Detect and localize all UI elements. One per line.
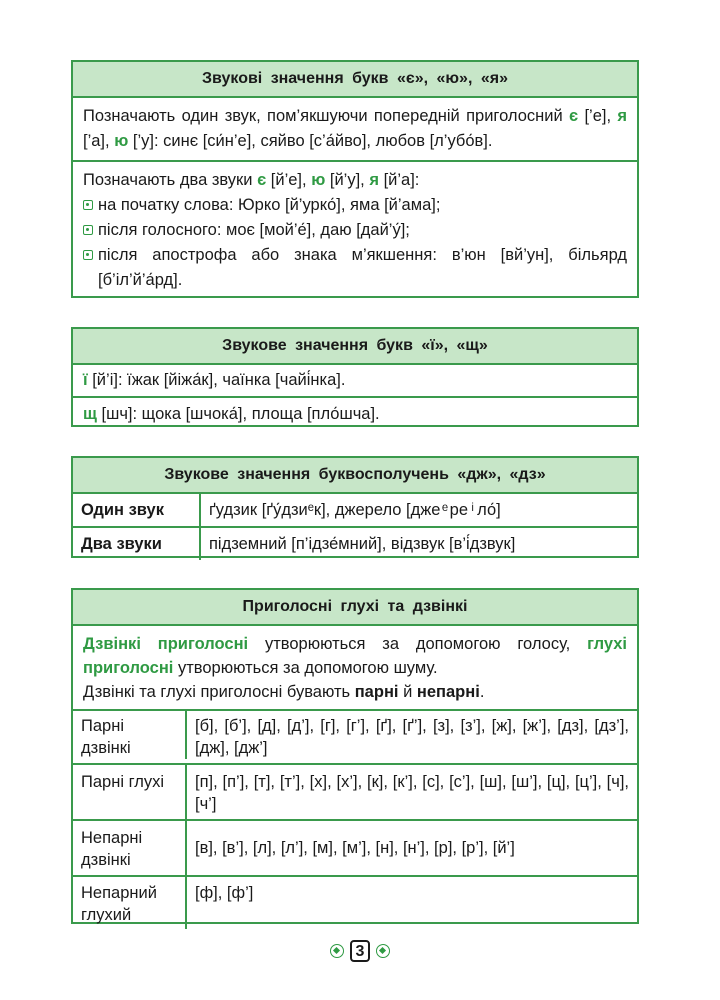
bullet-icon xyxy=(83,225,93,235)
yi-row: ї [й’і]: їжак [йіжа́к], чаїнка [чайі́нка]. xyxy=(83,371,346,389)
shch-row: щ [шч]: щока [шчока́], площа [пло́шча]. xyxy=(73,396,637,431)
bullet-icon xyxy=(83,200,93,210)
section-yi-shch-box xyxy=(71,327,639,427)
table-row-value: [ф], [ф’] xyxy=(187,875,637,929)
one-sound-rule: Позначають один звук, пом’якшуючи попередній приголосний є [’е], я [’а], ю [’у]: синє [си́н’е], сяйво [с’а́йво], любов [л’убо́в]. xyxy=(83,107,627,150)
table-row-label: Непарні дзвінкі xyxy=(73,819,187,875)
list-item: після голосного: моє [мой’е́], даю [дай’у́]; xyxy=(83,218,627,243)
section-consonants-box xyxy=(71,588,639,924)
consonants-intro: Дзвінкі приголосні утворюються за допомогою голосу, глухі приголосні утворюються за допомогою шуму. Дзвінкі та глухі приголосні бувають парні й непарні. xyxy=(83,635,627,701)
table-row-label: Непарний глухий xyxy=(73,875,187,929)
table-row-label: Парні глухі xyxy=(73,763,187,819)
table-row-label: Парні дзвінкі xyxy=(73,711,187,759)
ornament-icon xyxy=(330,944,344,958)
table-row-label: Два звуки xyxy=(73,526,201,560)
section-title: Звукове значення букв «ї», «щ» xyxy=(73,329,637,365)
bullet-icon xyxy=(83,250,93,260)
table-row-value: [б], [б’], [д], [д’], [г], [г’], [ґ], [ґ’], [з], [з’], [ж], [ж’], [дз], [дз’], [дж], [дж’] xyxy=(195,717,629,757)
section-digraphs-box xyxy=(71,456,639,558)
list-item: на початку слова: Юрко [й’урко́], яма [й’ама]; xyxy=(83,193,627,218)
section-title: Приголосні глухі та дзвінкі xyxy=(73,590,637,626)
digraph-table xyxy=(73,494,637,560)
section-title: Звукове значення буквосполучень «дж», «дз» xyxy=(73,458,637,494)
table-row-value: [п], [п’], [т], [т’], [х], [х’], [к], [к’], [с], [с’], [ш], [ш’], [ц], [ц’], [ч], [ч’] xyxy=(187,763,637,819)
section-vowel-letters-box xyxy=(71,60,639,298)
table-row-value: [в], [в’], [л], [л’], [м], [м’], [н], [н’], [р], [р’], [й’] xyxy=(187,819,637,875)
table-row-label: Один звук xyxy=(73,494,201,526)
ornament-icon xyxy=(376,944,390,958)
section-title: Звукові значення букв «є», «ю», «я» xyxy=(73,62,637,98)
page-number: 3 xyxy=(350,940,370,962)
list-item: після апострофа або знака м’якшення: в’юн [вй’ун], більярд [б’іл’й’а́рд]. xyxy=(83,243,627,293)
table-row-value: підземний [п’ідзе́мний], відзвук [в’і́дзвук] xyxy=(201,526,637,560)
consonants-table xyxy=(73,709,637,929)
page-footer xyxy=(0,940,720,962)
table-row-value: ґудзик [ґу́дзиᵉк], джерело [дже ͤ ре ͥ ло́] xyxy=(209,501,501,519)
two-sounds-rule: Позначають два звуки є [й’е], ю [й’у], я [й’а]: на початку слова: Юрко [й’урко́], яма [й’ама]; після голосного: моє [мой’е́], даю [дай’у́]; після апострофа або знака м’якшення: в’юн [вй’ун], більярд [б’іл’й’а́рд]. xyxy=(73,160,637,299)
